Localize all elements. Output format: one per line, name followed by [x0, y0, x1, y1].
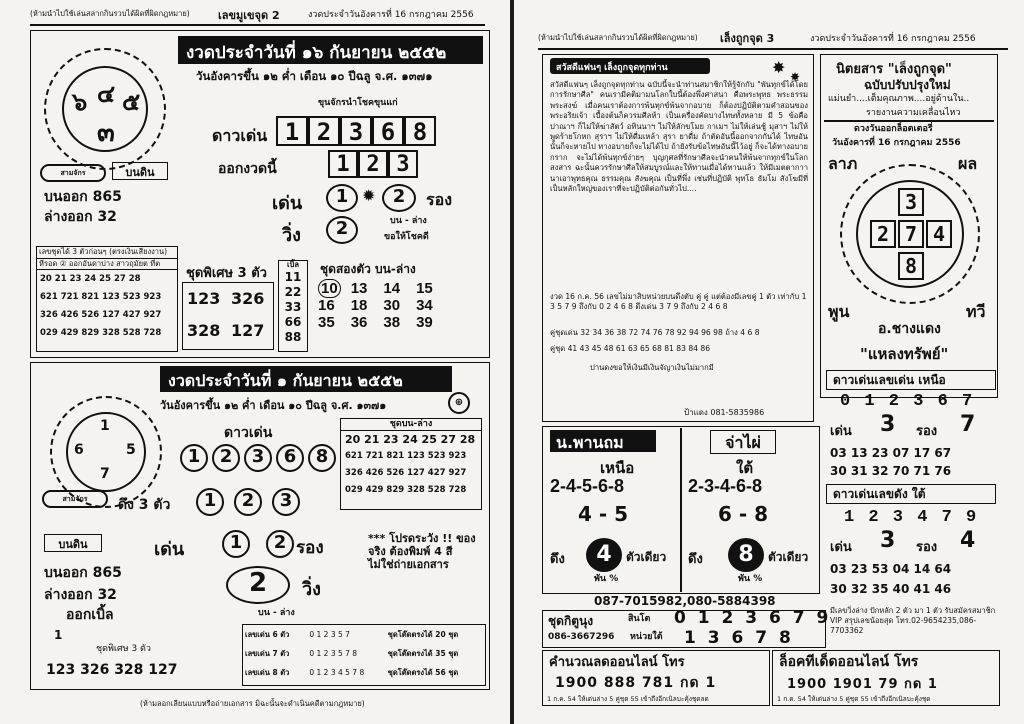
lek-intro: งวด 16 ก.ค. 56 เลขไม่มาสิบหน่วยบนดึงตับ คู่ คู่ แต่ต้องมีเลขคู่ 1 ตัว เท่ากับ 1 3 5 7 9 ถึงกับ 0 2 4 6 8 ดึงเด่น 3 7 9 ถึงกับ 2 4 6 8 — [550, 292, 807, 312]
mag-title: นิตยสาร "เล็งถูกจุด" — [836, 62, 952, 77]
lek-table: เลขเด่น 6 ตัว 0 1 2 3 5 7 ชุดโต๊ดตรงได้ 20 ชุด เลขเด่น 7 ตัว 0 1 2 3 5 7 8 ชุดโต๊ดตรงได้ 35 ชุด เลขเด่น 8 ตัว 0 1 2 3 4 5 7 8 ชุดโต๊ดตรงได้ 56 ชุด — [242, 624, 486, 686]
wing-circle: 2 — [326, 216, 358, 244]
star-icon: ✸ — [772, 58, 786, 77]
pair-box: ชุดบน-ล่าง 20 21 23 24 25 27 28 621 721 821 123 523 923 326 426 526 127 427 927 029 429 829 328 528 728 — [340, 418, 482, 510]
signature: ป้าแดง 081-5835986 — [684, 408, 765, 417]
pair-table: 10 13 14 15 16 18 30 34 35 36 38 39 — [318, 280, 433, 331]
online-box-1: คำนวณลดออนไลน์ โทร 1900 888 781 กด 1 1 ก.ค. 54 ให้เด่นล่าง 5 คู่ชุด 55 เข้าถึงอีกเนิลบะคุ้งชุดลด — [542, 650, 770, 706]
dao-den-circles: 1 2 3 6 8 — [180, 444, 336, 472]
number-wheel-2: 1 6 5 7 — [66, 412, 146, 492]
section-1-banner: งวดประจำวันที่ ๑๖ กันยายน ๒๕๕๒ — [178, 36, 483, 64]
page-label: เลขมูเขจุด 2 — [218, 9, 280, 22]
author: อ.ชางแดง — [878, 321, 941, 337]
right-page: (ห้ามนำไปใช้เล่นสลากกินรวบได้ผิดที่ผิดกฎหมาย) เล็งถูกจุด 3 งวดประจำวันอังคารที่ 16 กรกฎาคม 2556 สวัสดีแฟนๆ เล็งถูกจุดทุกท่าน ✸ ✸ สวัสดีแฟนๆ เล็งถูกจุดทุกท่าน ฉบับนี้จะนำท่านสมาชิกให้รู้จักกับ "พันทุกข์ได้โดยการรักษาศีล" คนเรามีคติมามนโลกใบนี้ต้องพึ่งศาสนา คือพระพุทธ พระธรรม พระสงฆ์ เมื่อคนเราต้องการพ้นทุกข์พ้นจากอบาย ก็ต้องปฏิบัติตามคำสอนของพระอริยเจ้า เบื้องต้นก็ควรมศีลห้า เป็นเครื่องคัดบางไทษทั้งหลาย มี 5 ข้อคือ ปาณาฯ ก็ไม่ให้ฆ่าสัตว์ อทินนาฯ ไม่ให้ลักขโมย กาเมฯ ไม่ให้เล่นชู้ มุสาฯ ไม่ให้พูดร้ายโกหก สุราฯ ไม่ให้ดื่มเหล้า สุรา ยาดื่ม ถ้าตัดอันนี้ออกจากกันได้ ไทษอันนั้นก็จะหายไป ทางอบายก็จะไม่ได้ไป ถ้ายังรับข้อไทษอันนี้ไว้อยู่ ก็จะได้ทางอบายกราก จะไม่ได้พ้นทุกข์ง่ายๆ บุญกุศลที่รักษาศีลจะนำคนให้พ้นจากทุกข์ในโลกสงสาร ฉะนั้นควรรักษาศีลให้สมบูรณ์และให้ทานเมื่อได้ทานแล้ว ให้มีเมตตากาานาเอาพุทธคุณ ธรรมคุณ สังฆคุณ เป็นที่พึ่ง เช่นที่ปฏิบัติ พุทโธ ธัมโม สังโฆมีที่เป็นหลักใหญ่ของเราที่จะปฏิบัติต่อกันทั่วไป.... งวด 16 ก.ค. 56 เลขไม่มาสิบหน่วยบนดึงตับ คู่ คู่ แต่ต้องมีเลขคู่ 1 ตัว เท่ากับ 1 3 5 7 9 ถึงกับ 0 2 4 6 8 ดึงเด่น 3 7 9 ถึงกับ 2 4 6 8 คู่ชุดเด่น 32 34 36 38 72 74 76 78 92 94 96 98 ถ้าง 4 6 8 คู่ชุด 41 43 45 48 61 63 65 68 81 83 84 86 ปานดงขอให้เงินมีเงินจัญาเงินไม่มากมี ป้าแดง 081-5835986 นิตยสาร "เล็งถูกจุด" ฉบับปรับปรุงใหม่ แม่นยำ....เต็มคุณภาพ....อยู่ด้านใน.. รายงานความเคลื่อนไหว ดวงวันออกล็อตเตอรี่ วันอังคารที่ 16 กรกฎาคม 2556 ลาภ ผล พูน ทวี 3 2 7 4 8 อ.ชางแดง "แหลงทรัพย์" ดาวเด่นเลขเด่น เหนือ 0 1 2 3 6 7 เด่น 3 รอง 7 03 13 23 07 17 67 30 31 32 70 71 76 ดาวเด่นเลขดัง ใต้ 1 2 3 4 7 9 เด่น 3 รอง 4 03 23 53 04 14 64 30 32 35 40 41 46 น.พานถม เหนือ 2-4-5-6-8 4 - 5 ดึง 4 ตัวเดียว พัน % จ่าไผ่ ใต้ 2-3-4-6-8 6 - 8 ดึง 8 ตัวเดียว พัน % 087-7015982,080-5884398 ชุดกิตูนุง สินโต 0 1 2 3 6 7 9 086-3667296 หน่วยใต้ 1 3 6 7 8 มีเลขวิ่งล่าง ปักหลัก 2 ตัว มา 1 ตัว รับสมัครสมาชิก VIP สรุปเลขน้อยสุด โทร.02-9654235,086-7703362 คำนวณลดออนไลน์ โทร 1900 888 781 กด 1 1 ก.ค. 54 ให้เด่นล่าง 5 คู่ชุด 55 เข้าถึงอีกเนิลบะคุ้งชุดลด ล็อคทีเด็ดออนไลน์ โทร 1900 1901 79 กด 1 1 ก.ค. 54 ให้เด่นล่าง 5 คู่ชุด 55 เข้าถึงอีกเนิลบะคุ้งชุด — [514, 0, 1024, 724]
caption: ขุนจักรนำโชคขุนแก่ — [318, 98, 398, 108]
article-text: สวัสดีแฟนๆ เล็งถูกจุดทุกท่าน ฉบับนี้จะนำท่านสมาชิกให้รู้จักกับ "พันทุกข์ได้โดยการรักษาศีล" คนเรามีคติมามนโลกใบนี้ต้องพึ่งศาสนา คือพระพุทธ พระธรรม พระสงฆ์ เมื่อคนเราต้องการพ้นทุกข์พ้นจากอบาย ก็ต้องปฏิบัติตามคำสอนของพระอริยเจ้า เบื้องต้นก็ควรมศีลห้า เป็นเครื่องคัดบางไทษทั้งหลาย มี 5 ข้อคือ ปาณาฯ ก็ไม่ให้ฆ่าสัตว์ อทินนาฯ ไม่ให้ลักขโมย กาเมฯ ไม่ให้เล่นชู้ มุสาฯ ไม่ให้พูดร้ายโกหก สุราฯ ไม่ให้ดื่มเหล้า สุรา ยาดื่ม ถ้าตัดอันนี้ออกจากกันได้ ไทษอันนั้นก็จะหายไป ทางอบายก็จะไม่ได้ไป ถ้ายังรับข้อไทษอันนี้ไว้อยู่ ก็จะได้ทางอบายกราก จะไม่ได้พ้นทุกข์ง่ายๆ บุญกุศลที่รักษาศีลจะนำคนให้พ้นจากทุกข์ในโลกสงสาร ฉะนั้นควรรักษาศีลให้สมบูรณ์และให้ทานเมื่อได้ทานแล้ว ให้มีเมตตากาานาเอาพุทธคุณ ธรรมคุณ สังฆคุณ เป็นที่พึ่ง เช่นที่ปฏิบัติ พุทโธ ธัมโม สังโฆมีที่เป็นหลักใหญ่ของเราที่จะปฏิบัติต่อกันทั่วไป.... — [550, 80, 809, 194]
page-label: เล็งถูกจุด 3 — [720, 32, 775, 45]
section-2-banner: งวดประจำวันที่ ๑ กันยายน ๒๕๕๒ — [160, 366, 452, 392]
star-wheel: 3 2 7 4 8 — [856, 180, 964, 288]
bon-ok: บนออก 865 — [44, 189, 122, 205]
ding-circles: 1 2 3 — [196, 488, 300, 516]
special-line: 123 326 328 127 — [46, 662, 178, 678]
lang-ok: ล่างออก 32 — [44, 209, 117, 225]
vip-note: มีเลขวิ่งล่าง ปักหลัก 2 ตัว มา 1 ตัว รับสมัครสมาชิก VIP สรุปเลขน้อยสุด โทร.02-9654235,086-7703362 — [830, 606, 996, 635]
special-box: 123 326 328 127 — [182, 282, 274, 350]
logo-sam-chak-2: สามจักร — [42, 490, 108, 508]
footer-note: (ห้ามลอกเลียนแบบหรือถ่ายเอกสาร มิฉะนั้นจะดำเนินคดีตามกฎหมาย) — [140, 699, 365, 708]
ok-digits: 1 2 3 — [328, 150, 418, 178]
online-box-2: ล็อคทีเด็ดออนไลน์ โทร 1900 1901 79 กด 1 1 ก.ค. 54 ให้เด่นล่าง 5 คู่ชุด 55 เข้าถึงอีกเนิลบะคุ้งชุด — [772, 650, 1000, 706]
logo-sam-chak: สามจักร — [40, 164, 106, 182]
double-box: เบิ้ล 11 22 33 66 88 — [278, 260, 308, 352]
column-name: "แหลงทรัพย์" — [860, 345, 949, 363]
number-wheel: ๖ ๔ ๕ ๓ — [62, 66, 148, 152]
top-note: (ห้ามนำไปใช้เล่นสลากกินรวบได้ผิดที่ผิดกฎหมาย) — [30, 9, 190, 18]
den-circle-1: 1 — [326, 184, 358, 212]
hint-table: เลขชุดได้ 3 ตัวก่อนๆ (ตรงเงินเสียงงาน) หีรอด ② ออกอันดาบ่าง สาวฤมัยต ที่ต 20 21 23 24 25 27 28 621 721 821 123 523 923 326 426 526 127 427 927 029 429 829 328 528 728 — [36, 246, 178, 352]
lunar-date: วันอังคารขึ้น ๑๒ ค่ำ เดือน ๑๐ ปีฉลู จ.ศ. ๑๓๗๑ — [196, 69, 433, 83]
greeting-banner: สวัสดีแฟนๆ เล็งถูกจุดทุกท่าน — [550, 58, 710, 74]
phones: 087-7015982,080-5884398 — [594, 594, 776, 608]
sun-icon: ✹ — [362, 186, 376, 205]
issue-date: งวดประจำวันอังคารที่ 16 กรกฎาคม 2556 — [308, 10, 474, 20]
wing-circle-2: 2 — [226, 566, 290, 604]
promo-note: *** โปรดระวัง !! ของจริง ต้องพิมพ์ 4 สี ไม่ใช่ถ่ายเอกสาร — [368, 532, 476, 572]
star-icon: ✸ — [790, 70, 801, 84]
den-circle-2: 2 — [382, 184, 416, 212]
left-page: (ห้ามนำไปใช้เล่นสลากกินรวบได้ผิดที่ผิดกฎหมาย) เลขมูเขจุด 2 งวดประจำวันอังคารที่ 16 กรกฎาคม 2556 ๖ ๔ ๕ ๓ งวดประจำวันที่ ๑๖ กันยายน ๒๕๕๒ วันอังคารขึ้น ๑๒ ค่ำ เดือน ๑๐ ปีฉลู จ.ศ. ๑๓๗๑ ขุนจักรนำโชคขุนแก่ ดาวเด่น 1 2 3 6 8 ออกงวดนี้ 1 2 3 เด่น 1 ✹ 2 รอง วิ่ง 2 บน - ล่าง ขอให้โชคดี สามจักร บนดิน บนออก 865 ล่างออก 32 เลขชุดได้ 3 ตัวก่อนๆ (ตรงเงินเสียงงาน) หีรอด ② ออกอันดาบ่าง สาวฤมัยต ที่ต 20 21 23 24 25 27 28 621 721 821 123 523 923 326 426 526 127 427 927 029 429 829 328 528 728 ชุดพิเศษ 3 ตัว 123 326 328 127 เบิ้ล 11 22 33 66 88 ชุดสองตัว บน-ล่าง 10 13 14 15 16 18 30 34 35 36 38 39 งวดประจำวันที่ ๑ กันยายน ๒๕๕๒ ⊕ วันอังคารขึ้น ๑๒ ค่ำ เดือน ๑๐ ปีฉลู จ.ศ. ๑๓๗๑ 1 6 5 7 ดาวเด่น 1 2 3 6 8 ชุดบน-ล่าง 20 21 23 24 25 27 28 621 721 821 123 523 923 326 426 526 127 427 927 029 429 829 328 528 728 สามจักร ดึง 3 ตัว 1 2 3 บนดิน เด่น 1 2 รอง *** โปรดระวัง !! ของจริง ต้องพิมพ์ 4 สี ไม่ใช่ถ่ายเอกสาร บนออก 865 ล่างออก 32 ออกเบิ้ล 2 วิ่ง บน - ล่าง 1 ชุดพิเศษ 3 ตัว 123 326 328 127 เลขเด่น 6 ตัว 0 1 2 3 5 7 ชุดโต๊ดตรงได้ 20 ชุด เลขเด่น 7 ตัว 0 1 2 3 5 7 8 ชุดโต๊ดตรงได้ 35 ชุด เลขเด่น 8 ตัว 0 1 2 3 4 5 7 8 ชุดโต๊ดตรงได้ 56 ชุด (ห้ามลอกเลียนแบบหรือถ่ายเอกสาร มิฉะนั้นจะดำเนินคดีตามกฎหมาย) — [0, 0, 510, 724]
dao-den-digits: 1 2 3 6 8 — [276, 116, 436, 146]
globe-icon: ⊕ — [448, 392, 470, 414]
